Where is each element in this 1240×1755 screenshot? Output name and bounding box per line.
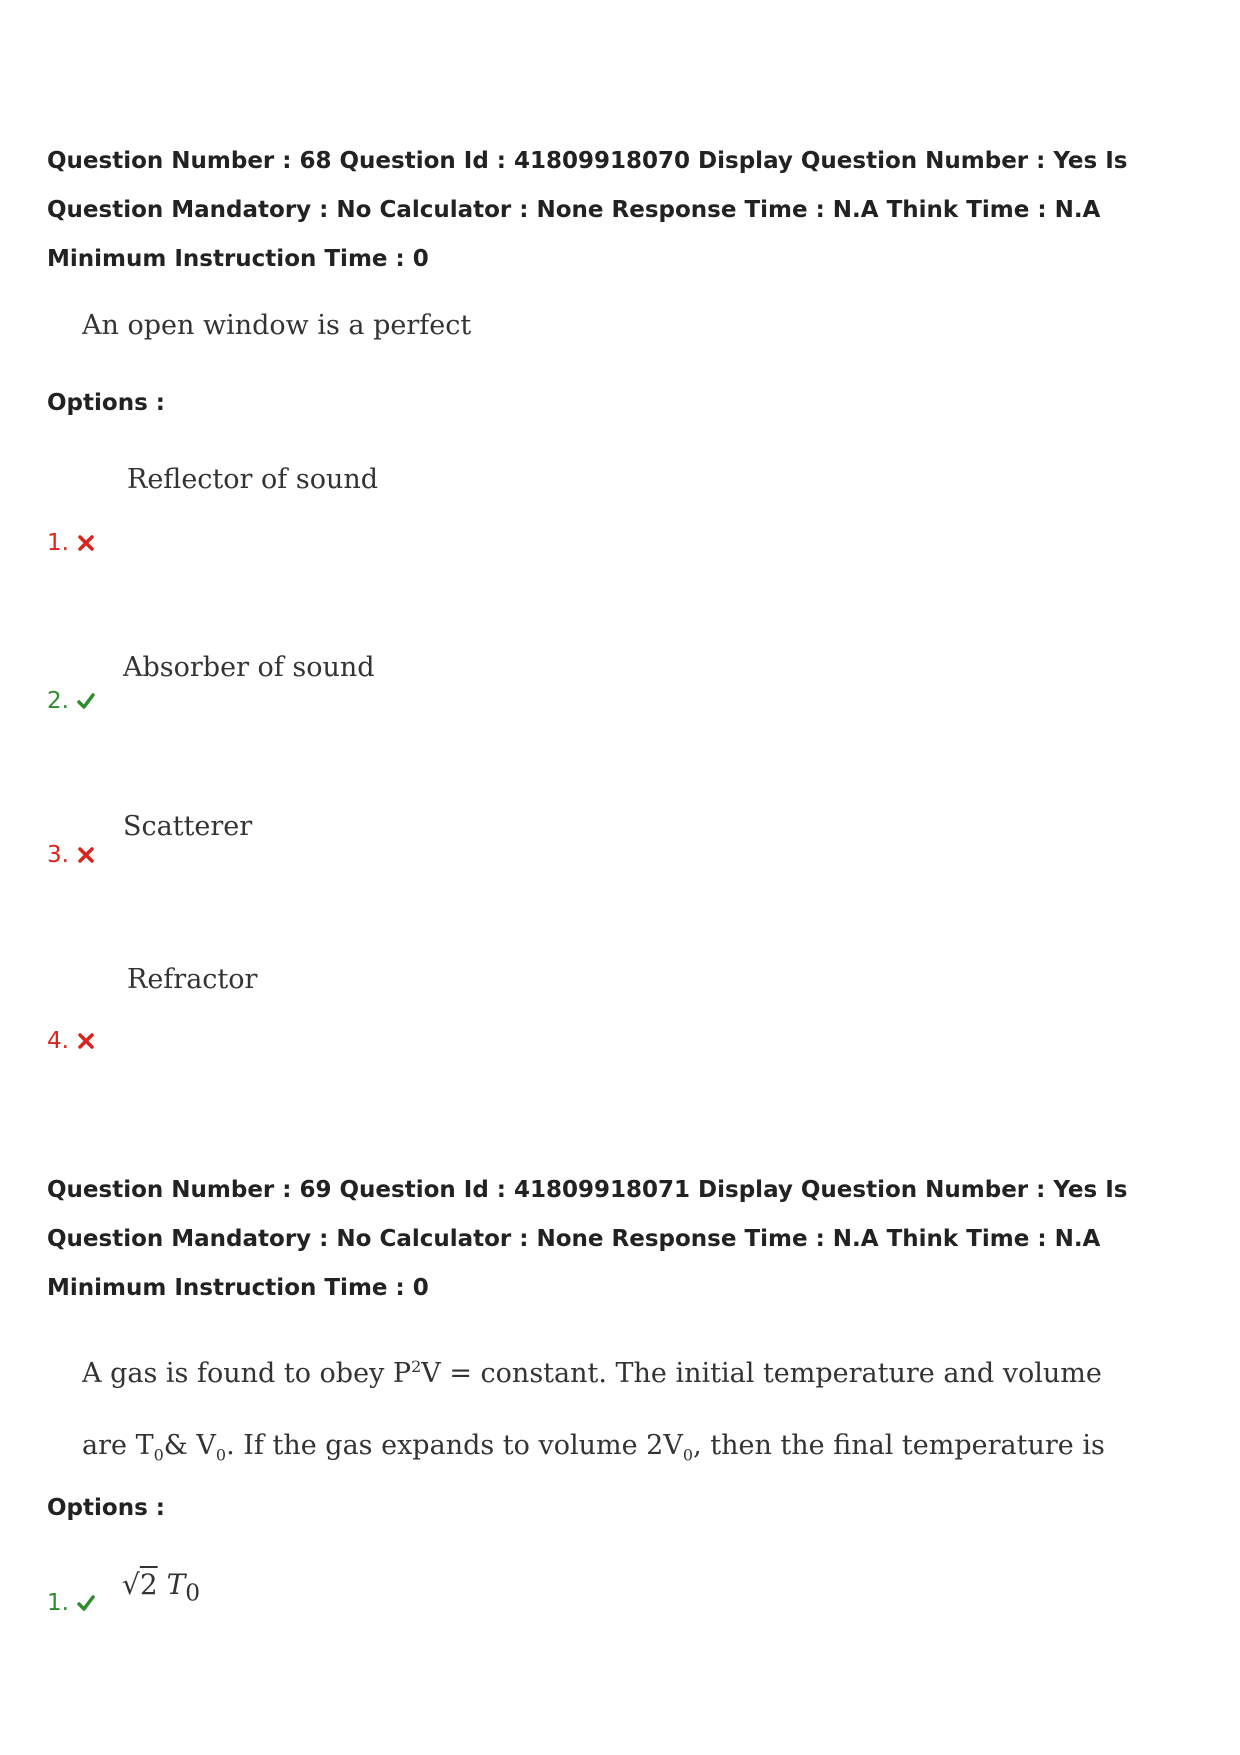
- check-icon: [77, 692, 95, 710]
- option-math[interactable]: [122, 1568, 200, 1607]
- options-label: Options :: [47, 390, 165, 416]
- options-label: Options :: [47, 1495, 165, 1521]
- option-text[interactable]: Reflector of sound: [127, 464, 379, 495]
- question-text-line: [82, 1430, 1105, 1464]
- option-number: 1.: [47, 1590, 69, 1616]
- question-header: Question Number : 68 Question Id : 41809918070 Display Question Number : Yes Is Question Mandatory : No Calculator : None Response Time : N.A Think Time : N.A Minimum Instruction Time : 0: [47, 148, 1128, 272]
- sqrt-symbol: √: [122, 1568, 140, 1601]
- superscript: 2: [411, 1357, 422, 1376]
- option-number: 4.: [47, 1028, 69, 1054]
- math-variable: T: [166, 1568, 186, 1601]
- subscript: 0: [682, 1445, 694, 1465]
- question-text-part: . If the gas expands to volume 2V: [226, 1430, 683, 1461]
- question-text-part: are T: [82, 1430, 154, 1461]
- option-marker: [47, 688, 95, 714]
- option-marker: [47, 842, 95, 868]
- cross-icon: [77, 1032, 95, 1050]
- sqrt-radicand: 2: [139, 1568, 158, 1601]
- option-number: 2.: [47, 688, 69, 714]
- cross-icon: [77, 846, 95, 864]
- option-marker: [47, 1590, 95, 1616]
- cross-icon: [77, 534, 95, 552]
- check-icon: [77, 1594, 95, 1612]
- question-text-part: & V: [163, 1430, 216, 1461]
- option-marker: [47, 530, 95, 556]
- subscript: 0: [215, 1445, 227, 1465]
- subscript: 0: [185, 1578, 201, 1607]
- question-text-line: [82, 1357, 1102, 1389]
- option-number: 3.: [47, 842, 69, 868]
- subscript: 0: [153, 1445, 164, 1465]
- option-text[interactable]: Absorber of sound: [123, 652, 375, 683]
- option-number: 1.: [47, 530, 69, 556]
- question-header: Question Number : 69 Question Id : 41809918071 Display Question Number : Yes Is Question Mandatory : No Calculator : None Response Time : N.A Think Time : N.A Minimum Instruction Time : 0: [47, 1177, 1128, 1301]
- question-text-part: , then the final temperature is: [693, 1430, 1105, 1461]
- option-marker: [47, 1028, 95, 1054]
- question-text-part: A gas is found to obey P: [82, 1358, 412, 1389]
- option-text[interactable]: Refractor: [127, 964, 258, 995]
- question-text-part: V = constant. The initial temperature and volume: [421, 1358, 1102, 1389]
- option-text[interactable]: Scatterer: [123, 811, 253, 842]
- question-text: An open window is a perfect: [82, 310, 472, 341]
